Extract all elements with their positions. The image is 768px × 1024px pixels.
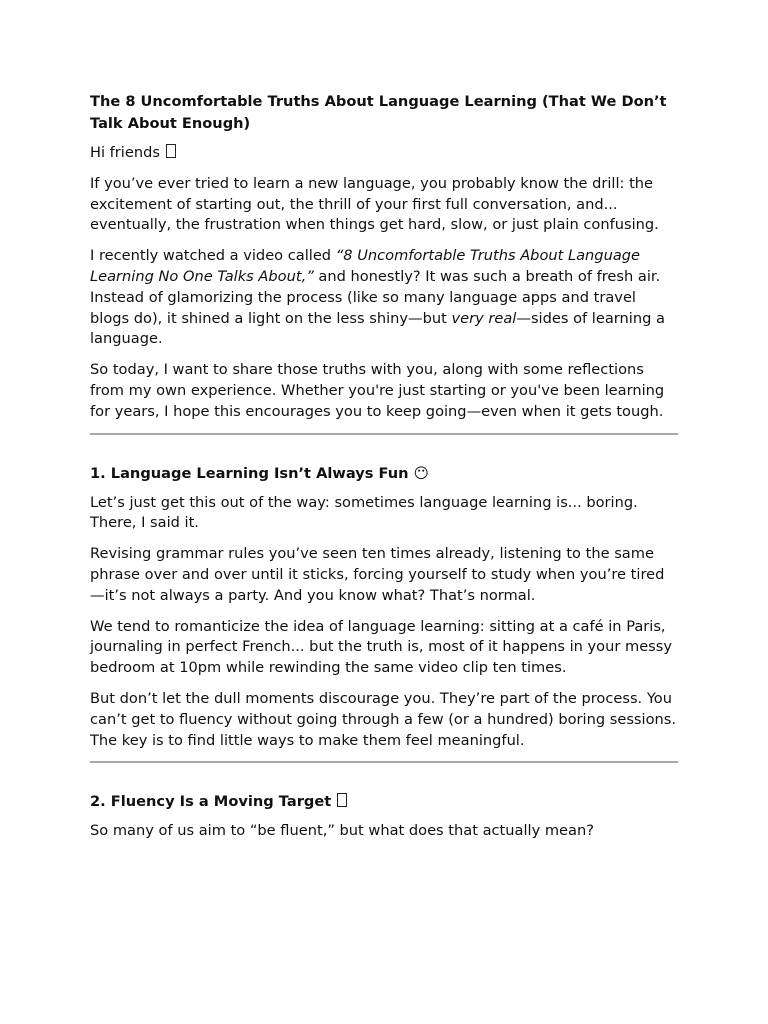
- section-1-paragraph-4: But don’t let the dull moments discourage you. They’re part of the process. You can’t get to fluency without going through a few (or a hundred) boring sessions. The key is to find little ways to make them feel meaningful.: [90, 689, 677, 749]
- intro-paragraph-3: So today, I want to share those truths with you, along with some reflections from my own experience. Whether you're just starting or you've been learning for years, I hope this encourages you to keep going—even when it gets tough.: [90, 361, 665, 420]
- missing-glyph-icon: [337, 793, 347, 807]
- intro-p2-before: I recently watched a video called: [90, 247, 336, 265]
- section-2-paragraph-1: So many of us aim to “be fluent,” but what does that actually mean?: [90, 822, 594, 840]
- section-1-paragraph-3: We tend to romanticize the idea of language learning: sitting at a café in Paris, journaling in perfect French... but the truth is, most of it happens in your messy bedroom at 10pm while rewinding the same video clip ten times.: [90, 617, 673, 677]
- article-body: [90, 91, 678, 842]
- intro-p2-after: —sides of learning a language.: [90, 309, 665, 348]
- video-title: “8 Uncomfortable Truths About Language Learning No One Talks About,”: [90, 247, 641, 285]
- section-1-paragraph-1: Let’s just get this out of the way: sometimes language learning is... boring. There, I said it.: [90, 493, 638, 532]
- section-1-heading: [90, 463, 678, 484]
- section-2-heading-text: 2. Fluency Is a Moving Target: [90, 793, 332, 811]
- neutral-face-icon: 😶: [413, 464, 429, 482]
- section-divider: [90, 433, 678, 435]
- section-2-heading: [90, 791, 678, 812]
- greeting-paragraph: [90, 143, 678, 164]
- section-1-paragraph-2: Revising grammar rules you’ve seen ten times already, listening to the same phrase over and over until it sticks, forcing yourself to study when you’re tired—it’s not always a party. And you know what? That’s normal.: [90, 545, 665, 604]
- section-1-heading-text: 1. Language Learning Isn’t Always Fun: [90, 464, 409, 482]
- intro-p2-emphasis: very real: [451, 309, 517, 327]
- section-divider: [90, 761, 678, 763]
- missing-glyph-icon: [166, 144, 176, 158]
- intro-p2-middle: and honestly? It was such a breath of fresh air. Instead of glamorizing the process (like so many language apps and travel blogs do), it shined a light on the less shiny—but: [90, 267, 661, 327]
- article-title: The 8 Uncomfortable Truths About Language Learning (That We Don’t Talk About Enough): [90, 93, 667, 132]
- intro-paragraph-2: [90, 246, 678, 350]
- greeting-text: Hi friends: [90, 144, 160, 161]
- intro-paragraph-1: If you’ve ever tried to learn a new language, you probably know the drill: the excitement of starting out, the thrill of your first full conversation, and... eventually, the frustration when things get hard, slow, or just plain confusing.: [90, 174, 659, 234]
